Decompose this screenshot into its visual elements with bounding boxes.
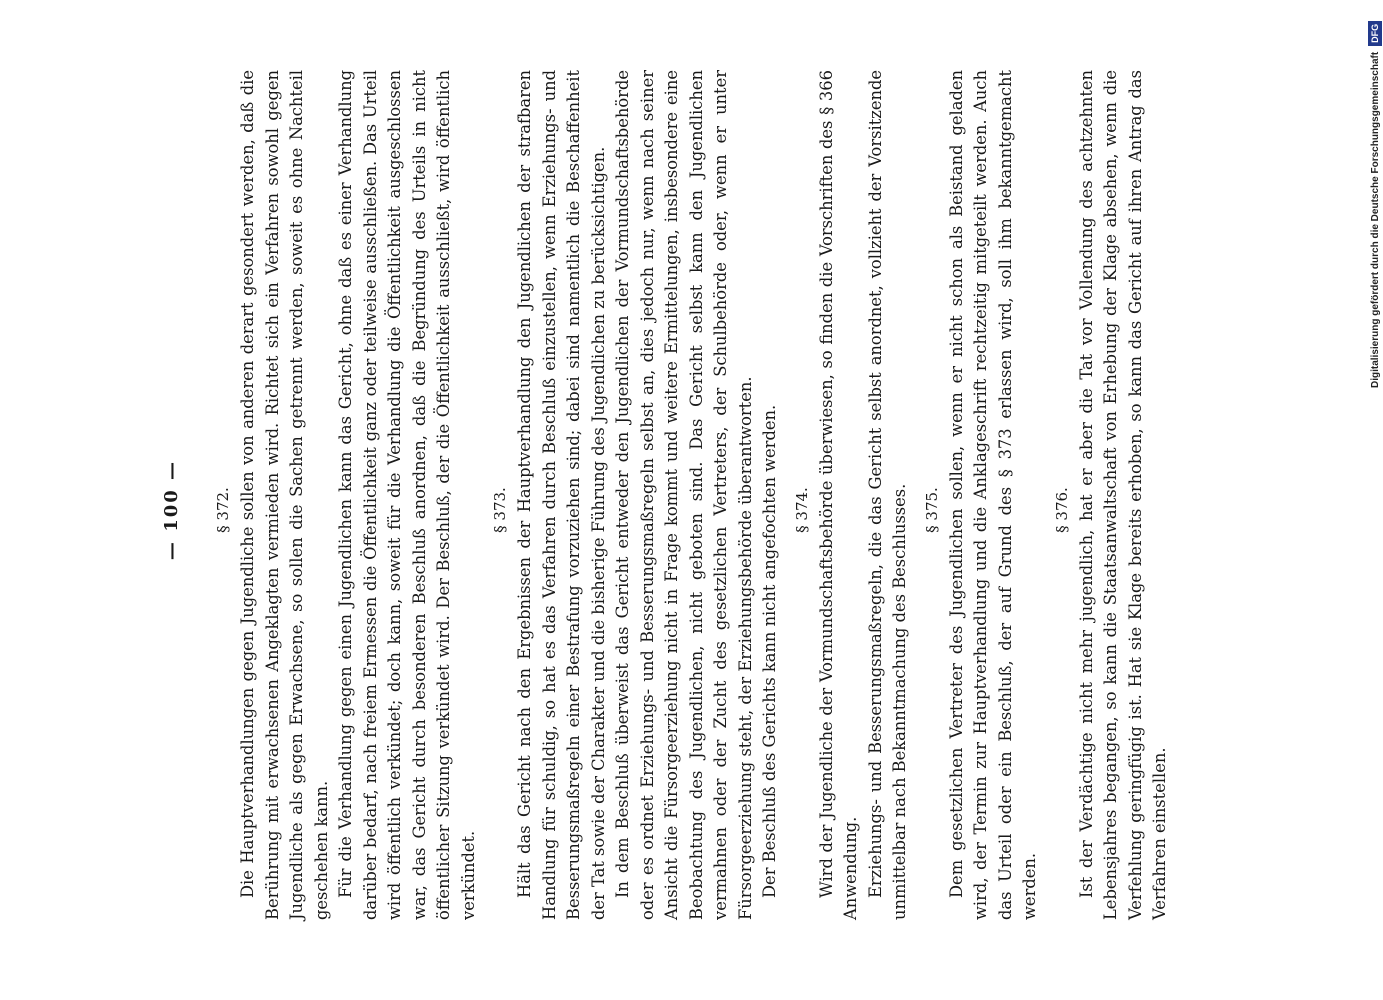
section-374 (793, 60, 913, 960)
section-title: § 374. (792, 487, 811, 533)
section-title: § 372. (214, 487, 232, 533)
section-376 (1053, 60, 1173, 960)
paragraph: Erziehungs- und Besserungsmaßregeln, die das Gericht selbst anordnet, vollzieht der Vorsitzende unmittelbar nach Bekanntmachung des Beschlusses. (865, 70, 909, 920)
section-title: § 376. (1052, 487, 1071, 533)
watermark-text-row (1367, 8, 1383, 388)
digitization-watermark (1367, 8, 1383, 998)
paragraph: Für die Verhandlung gegen einen Jugendlichen kann das Gericht, ohne daß es einer Verhandlung darüber bedarf, nach freiem Ermessen die Öffentlichkeit ganz oder teilweise ausschließen. Das Urteil wird öffentlich verkündet; doch kann, soweit für die Verhandlung die Öffentlichkeit ausgeschlossen war, das Gericht durch besonderen Beschluß anordnen, daß die Begründung des Urteils in nicht öffentlicher Sitzung verkündet wird. Der Beschluß, der die Öffentlichkeit ausschließt, wird öffentlich verkündet. (336, 70, 478, 920)
section-373 (491, 60, 783, 960)
section-372 (214, 60, 481, 960)
section-375 (923, 60, 1043, 960)
paragraph: In dem Beschluß überweist das Gericht entweder den Jugendlichen der Vormundschaftsbehörde oder es ordnet Erziehungs- und Besserungsmaßregeln selbst an, dies jedoch nur, wenn nach seiner Ansicht die Fürsorgeerziehung nicht in Frage kommt und weitere Ermittelungen, insbesondere eine Beobachtung des Jugendlichen, nicht geboten sind. Das Gericht selbst kann den Jugendlichen vermahnen oder der Zucht des gesetzlichen Vertreters, der Schulbehörde oder, wenn er unter Fürsorgeerziehung steht, der Erziehungsbehörde überantworten. (613, 70, 755, 920)
paragraph: Der Beschluß des Gerichts kann nicht angefochten werden. (760, 404, 779, 898)
paragraph: Die Hauptverhandlungen gegen Jugendliche sollen von anderen derart gesondert werden, daß die Berührung mit erwachsenen Angeklagten vermieden wird. Richtet sich ein Verfahren sowohl gegen Jugendliche als gegen Erwachsene, so sollen die Sachen getrennt werden, soweit es ohne Nachteil geschehen kann. (238, 70, 331, 920)
section-title: § 375. (922, 487, 941, 533)
rotated-page (140, 60, 1340, 960)
paragraph: Wird der Jugendliche der Vormundschaftsbehörde überwiesen, so finden die Vorschriften des § 366 Anwendung. (816, 70, 860, 920)
paragraph: Ist der Verdächtige nicht mehr jugendlich, hat er aber die Tat vor Vollendung des achtzehnten Lebensjahres begangen, so kann die Staatsanwaltschaft von Erhebung der Klage absehen, wenn die Verfehlung geringfügig ist. Hat sie Klage bereits erhoben, so kann das Gericht auf ihren Antrag das Verfahren einstellen. (1076, 70, 1169, 920)
paragraph: Dem gesetzlichen Vertreter des Jugendlichen sollen, wenn er nicht schon als Beistand geladen wird, der Termin zur Hauptverhandlung und die Anklageschrift rechtzeitig mitgeteilt werden. Auch das Urteil oder ein Beschluß, der auf Grund des § 373 erlassen wird, soll ihm bekanntgemacht werden. (946, 70, 1039, 920)
dfg-badge: DFG (1368, 21, 1382, 46)
section-title: § 373. (491, 487, 509, 533)
paragraph: Hält das Gericht nach den Ergebnissen der Hauptverhandlung den Jugendlichen der strafbaren Handlung für schuldig, so hat es das Verfahren durch Beschluß einzustellen, wenn Erziehungs- und Besserungsmaßregeln einer Bestrafung vorzuziehen sind; dabei sind namentlich die Beschaffenheit der Tat sowie der Charakter und die bisherige Führung des Jugendlichen zu berücksichtigen. (515, 70, 608, 920)
watermark-text: Digitalisierung gefördert durch die Deutsche Forschungsgemeinschaft (1370, 51, 1381, 388)
page-header: — 100 — (161, 459, 182, 561)
